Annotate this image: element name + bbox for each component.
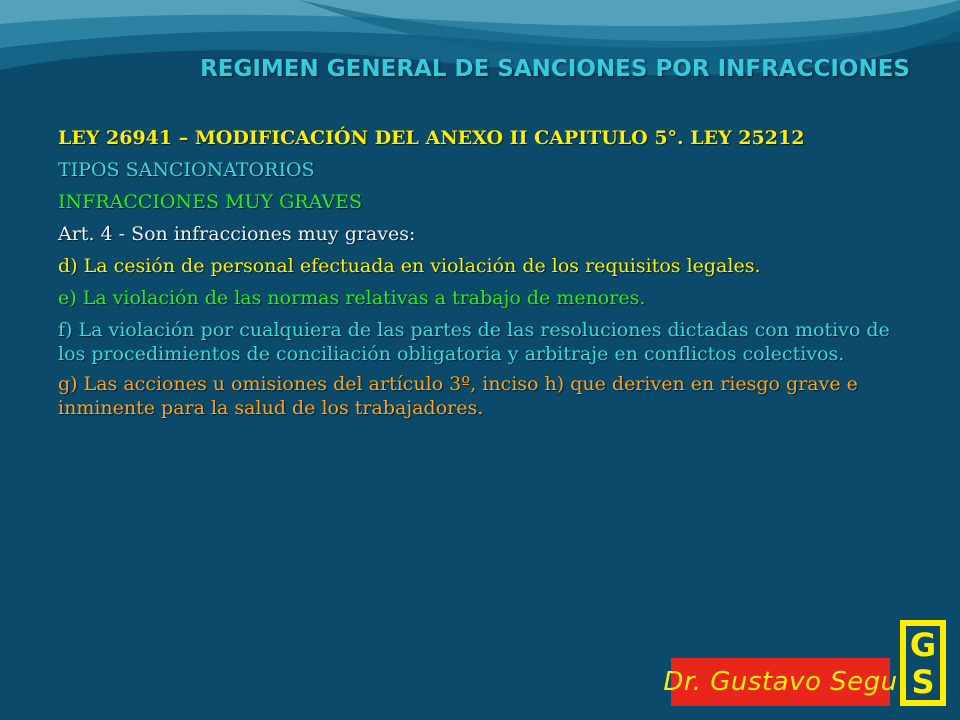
item-e: e) La violación de las normas relativas a trabajo de menores.: [58, 287, 646, 309]
logo-letter-g: G: [909, 625, 937, 664]
slide-content: [58, 126, 908, 428]
sanction-types-heading: TIPOS SANCIONATORIOS: [58, 159, 315, 181]
signature-badge: [663, 658, 898, 706]
item-d: d) La cesión de personal efectuada en violación de los requisitos legales.: [58, 255, 761, 277]
signature-text: Dr. Gustavo Segu: [663, 667, 898, 697]
article-intro: Art. 4 - Son infracciones muy graves:: [58, 223, 416, 245]
slide-title: REGIMEN GENERAL DE SANCIONES POR INFRACCIONES: [200, 56, 910, 82]
logo-letter-s: S: [911, 662, 935, 701]
infraction-category: INFRACCIONES MUY GRAVES: [58, 191, 362, 213]
gs-logo: [900, 620, 946, 706]
law-heading: LEY 26941 – MODIFICACIÓN DEL ANEXO II CAPITULO 5°. LEY 25212: [58, 127, 805, 149]
item-g: g) Las acciones u omisiones del artículo 3º, inciso h) que deriven en riesgo grave e inminente para la salud de los trabajadores.: [58, 373, 858, 419]
item-f: f) La violación por cualquiera de las partes de las resoluciones dictadas con motivo de los procedimientos de conciliación obligatoria y arbitraje en conflictos colectivos.: [58, 319, 890, 365]
